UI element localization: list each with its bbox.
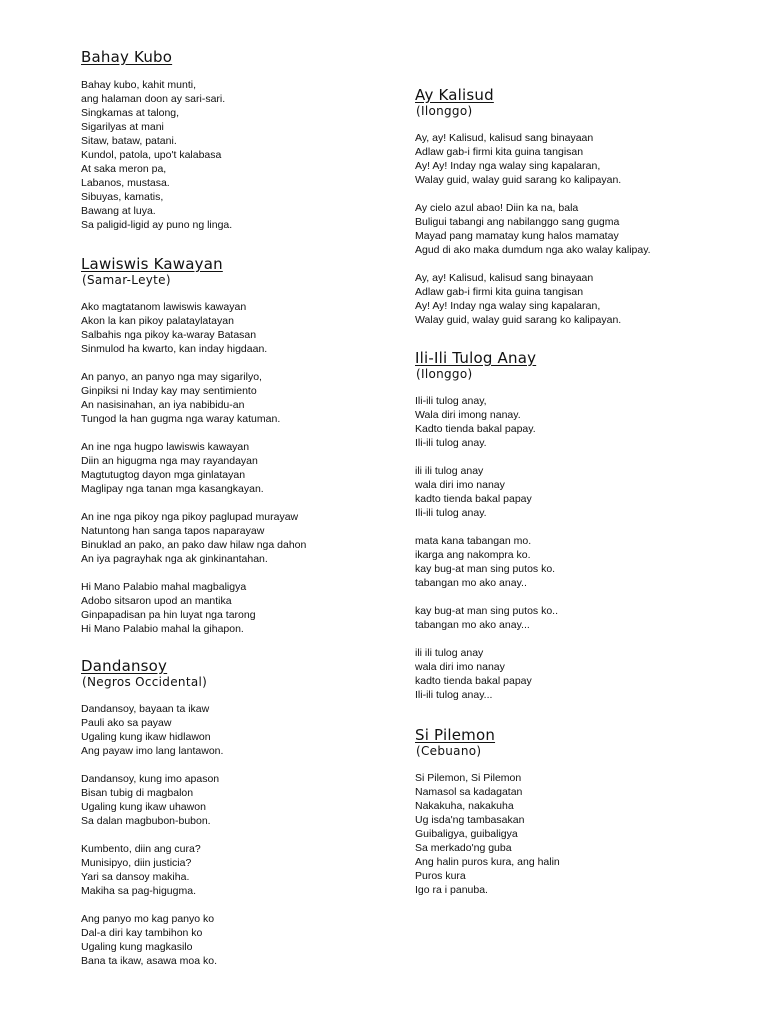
lyric-line: Kundol, patola, upo't kalabasa	[81, 149, 222, 161]
lyric-line: Tungod la han gugma nga waray katuman.	[81, 413, 281, 425]
lyric-line: An nasisinahan, an iya nabibidu-an	[81, 399, 245, 411]
lyric-line: Sinmulod ha kwarto, kan inday higdaan.	[81, 343, 268, 355]
song-origin: (Ilonggo)	[416, 104, 473, 118]
song-lyrics	[415, 131, 651, 327]
lyric-line: Igo ra i panuba.	[415, 884, 488, 896]
lyric-line: ili ili tulog anay	[415, 465, 484, 477]
lyric-line: kadto tienda bakal papay	[415, 493, 532, 505]
stanza	[415, 604, 558, 632]
song-lyrics	[81, 78, 232, 232]
lyric-line: Bahay kubo, kahit munti,	[81, 79, 196, 91]
stanza	[415, 271, 651, 327]
lyric-line: Nakakuha, nakakuha	[415, 800, 514, 812]
song-lawiswis-kawayan	[81, 255, 306, 636]
lyric-line: Buligui tabangi ang nabilanggo sang gugma	[415, 216, 620, 228]
lyric-line: Kumbento, diin ang cura?	[81, 843, 201, 855]
lyric-line: Diin an higugma nga may rayandayan	[81, 455, 258, 467]
stanza	[81, 912, 223, 968]
stanza	[81, 78, 232, 232]
stanza	[81, 440, 306, 496]
song-si-pilemon	[415, 726, 560, 897]
stanza	[415, 394, 558, 450]
lyric-line: wala diri imo nanay	[415, 479, 505, 491]
lyric-line: Yari sa dansoy makiha.	[81, 871, 190, 883]
lyric-line: Binuklad an pako, an pako daw hilaw nga dahon	[81, 539, 307, 551]
lyric-line: Sigarilyas at mani	[81, 121, 164, 133]
lyric-line: Adobo sitsaron upod an mantika	[81, 595, 232, 607]
song-ili-ili-tulog-anay	[415, 349, 558, 702]
lyric-line: Ginpapadisan pa hin luyat nga tarong	[81, 609, 256, 621]
lyric-line: Guibaligya, guibaligya	[415, 828, 518, 840]
song-origin: (Cebuano)	[416, 744, 482, 758]
stanza	[415, 464, 558, 520]
lyric-line: kadto tienda bakal papay	[415, 675, 532, 687]
lyric-line: Pauli ako sa payaw	[81, 717, 172, 729]
lyric-line: At saka meron pa,	[81, 163, 167, 175]
lyric-line: Mayad pang mamatay kung halos mamatay	[415, 230, 619, 242]
stanza	[81, 580, 306, 636]
stanza	[415, 201, 651, 257]
lyric-line: kay bug-at man sing putos ko.	[415, 563, 556, 575]
song-lyrics	[81, 300, 306, 636]
song-title: Bahay Kubo	[81, 48, 173, 66]
lyric-line: Akon la kan pikoy palataylatayan	[81, 315, 234, 327]
lyric-line: Sa merkado'ng guba	[415, 842, 512, 854]
song-ay-kalisud	[415, 86, 651, 327]
stanza	[81, 300, 306, 356]
lyric-line: tabangan mo ako anay..	[415, 577, 527, 589]
lyric-line: Hi Mano Palabio mahal magbaligya	[81, 581, 247, 593]
lyric-line: Adlaw gab-i firmi kita guina tangisan	[415, 146, 584, 158]
stanza	[415, 131, 651, 187]
lyric-line: Ay! Ay! Inday nga walay sing kapalaran,	[415, 300, 601, 312]
song-title: Dandansoy	[81, 657, 168, 675]
lyric-line: Ang panyo mo kag panyo ko	[81, 913, 215, 925]
lyric-line: Dal-a diri kay tambihon ko	[81, 927, 203, 939]
lyric-line: wala diri imo nanay	[415, 661, 505, 673]
lyric-line: Ili-ili tulog anay.	[415, 507, 487, 519]
lyric-line: Walay guid, walay guid sarang ko kalipayan.	[415, 174, 622, 186]
stanza	[81, 772, 223, 828]
lyric-line: Ay! Ay! Inday nga walay sing kapalaran,	[415, 160, 601, 172]
lyric-line: An ine nga hugpo lawiswis kawayan	[81, 441, 250, 453]
lyric-line: Ili-ili tulog anay,	[415, 395, 487, 407]
lyric-line: Munisipyo, diin justicia?	[81, 857, 192, 869]
stanza	[81, 842, 223, 898]
lyric-line: Hi Mano Palabio mahal la gihapon.	[81, 623, 244, 635]
lyric-line: Adlaw gab-i firmi kita guina tangisan	[415, 286, 584, 298]
lyric-line: Bisan tubig di magbalon	[81, 787, 194, 799]
lyric-line: Sitaw, bataw, patani.	[81, 135, 177, 147]
song-title: Si Pilemon	[415, 726, 496, 744]
lyric-line: ang halaman doon ay sari-sari.	[81, 93, 226, 105]
lyric-line: Ili-ili tulog anay...	[415, 689, 493, 701]
stanza	[81, 510, 306, 566]
song-lyrics	[415, 771, 560, 897]
lyric-line: Walay guid, walay guid sarang ko kalipayan.	[415, 314, 622, 326]
lyric-line: An iya pagrayhak nga ak ginkinantahan.	[81, 553, 268, 565]
lyric-line: Makiha sa pag-higugma.	[81, 885, 196, 897]
lyric-line: Ay, ay! Kalisud, kalisud sang binayaan	[415, 132, 594, 144]
stanza	[81, 702, 223, 758]
song-dandansoy	[81, 657, 223, 968]
lyric-line: Kadto tienda bakal papay.	[415, 423, 536, 435]
lyric-line: Dandansoy, kung imo apason	[81, 773, 220, 785]
lyric-line: ikarga ang nakompra ko.	[415, 549, 531, 561]
song-title: Ay Kalisud	[415, 86, 494, 104]
lyric-line: Sa dalan magbubon-bubon.	[81, 815, 211, 827]
lyric-line: mata kana tabangan mo.	[415, 535, 532, 547]
lyric-line: ili ili tulog anay	[415, 647, 484, 659]
lyric-line: Ginpiksi ni Inday kay may sentimiento	[81, 385, 257, 397]
lyric-line: Ugaling kung ikaw hidlawon	[81, 731, 211, 743]
lyric-line: Ay, ay! Kalisud, kalisud sang binayaan	[415, 272, 594, 284]
lyric-line: Ugaling kung ikaw uhawon	[81, 801, 206, 813]
lyric-line: Ang payaw imo lang lantawon.	[81, 745, 224, 757]
lyric-line: Puros kura	[415, 870, 466, 882]
lyric-line: kay bug-at man sing putos ko..	[415, 605, 558, 617]
stanza	[415, 771, 560, 897]
lyric-line: An ine nga pikoy nga pikoy paglupad murayaw	[81, 511, 299, 523]
lyric-line: Bana ta ikaw, asawa moa ko.	[81, 955, 217, 967]
lyric-line: Sa paligid-ligid ay puno ng linga.	[81, 219, 233, 231]
lyric-line: Ug isda'ng tambasakan	[415, 814, 525, 826]
stanza	[415, 534, 558, 590]
stanza	[81, 370, 306, 426]
song-origin: (Negros Occidental)	[82, 675, 208, 689]
song-lyrics	[415, 394, 558, 702]
lyric-line: Magtutugtog dayon mga ginlatayan	[81, 469, 246, 481]
song-lyrics	[81, 702, 223, 968]
song-title: Ili-Ili Tulog Anay	[415, 349, 537, 367]
lyric-line: Labanos, mustasa.	[81, 177, 170, 189]
lyric-line: Bawang at luya.	[81, 205, 156, 217]
lyric-line: Ugaling kung magkasilo	[81, 941, 193, 953]
song-bahay-kubo	[81, 48, 232, 232]
lyric-line: Namasol sa kadagatan	[415, 786, 523, 798]
lyric-line: An panyo, an panyo nga may sigarilyo,	[81, 371, 262, 383]
lyric-line: tabangan mo ako anay...	[415, 619, 530, 631]
song-title: Lawiswis Kawayan	[81, 255, 223, 273]
lyric-line: Ay cielo azul abao! Diin ka na, bala	[415, 202, 579, 214]
song-origin: (Samar-Leyte)	[82, 273, 171, 287]
lyric-line: Wala diri imong nanay.	[415, 409, 521, 421]
lyric-line: Ang halin puros kura, ang halin	[415, 856, 560, 868]
lyric-line: Salbahis nga pikoy ka-waray Batasan	[81, 329, 257, 341]
lyric-line: Dandansoy, bayaan ta ikaw	[81, 703, 210, 715]
lyric-line: Si Pilemon, Si Pilemon	[415, 772, 522, 784]
lyric-line: Ili-ili tulog anay.	[415, 437, 487, 449]
lyric-line: Natuntong han sanga tapos naparayaw	[81, 525, 265, 537]
stanza	[415, 646, 558, 702]
lyric-line: Ako magtatanom lawiswis kawayan	[81, 301, 247, 313]
lyric-line: Maglipay nga tanan mga kasangkayan.	[81, 483, 264, 495]
lyric-line: Agud di ako maka dumdum nga ako walay kalipay.	[415, 244, 651, 256]
song-origin: (Ilonggo)	[416, 367, 473, 381]
lyric-line: Singkamas at talong,	[81, 107, 180, 119]
lyric-line: Sibuyas, kamatis,	[81, 191, 164, 203]
